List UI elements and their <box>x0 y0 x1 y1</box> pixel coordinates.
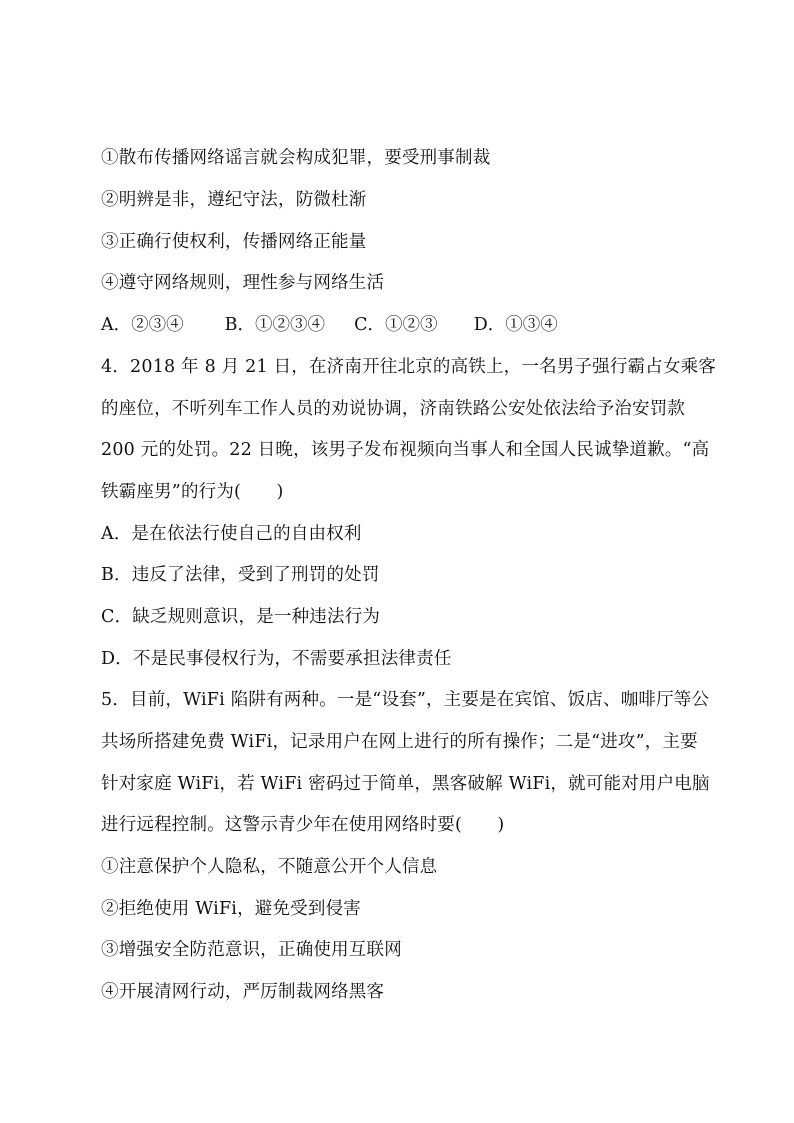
q5-choice-1: ①注意保护个人隐私，不随意公开个人信息 <box>101 857 438 877</box>
q4-stem-line-1: 4．2018 年 8 月 21 日，在济南开往北京的高铁上，一名男子强行霸占女乘客 <box>101 357 717 377</box>
q3-choice-2: ②明辨是非，遵纪守法，防微杜渐 <box>101 190 367 210</box>
q4-option-a: A．是在依法行使自己的自由权利 <box>101 524 362 544</box>
q3-choice-3: ③正确行使权利，传播网络正能量 <box>101 232 367 252</box>
q5-choice-4: ④开展清网行动，严厉制裁网络黑客 <box>101 982 385 1002</box>
q5-stem-line-1: 5．目前，WiFi 陷阱有两种。一是“设套”，主要是在宾馆、饭店、咖啡厅等公 <box>101 690 710 710</box>
q5-stem-line-4: 进行远程控制。这警示青少年在使用网络时要( ) <box>101 815 505 835</box>
q3-option-c: C．①②③ <box>354 315 438 335</box>
q4-option-d: D．不是民事侵权行为，不需要承担法律责任 <box>101 649 452 669</box>
q3-option-b: B．①②③④ <box>224 315 325 335</box>
q4-stem-line-3: 200 元的处罚。22 日晚，该男子发布视频向当事人和全国人民诚挚道歉。“高 <box>101 440 710 460</box>
q3-choice-4: ④遵守网络规则，理性参与网络生活 <box>101 273 385 293</box>
q5-choice-2: ②拒绝使用 WiFi，避免受到侵害 <box>101 899 361 919</box>
q3-options <box>101 313 731 337</box>
q4-option-b: B．违反了法律，受到了刑罚的处罚 <box>101 565 380 585</box>
q3-option-a: A．②③④ <box>101 315 184 335</box>
q5-stem-line-2: 共场所搭建免费 WiFi，记录用户在网上进行的所有操作；二是“进攻”，主要 <box>101 732 698 752</box>
q4-stem-line-4: 铁霸座男”的行为( ) <box>101 482 284 502</box>
q3-option-d: D．①③④ <box>473 315 558 335</box>
q4-option-c: C．缺乏规则意识，是一种违法行为 <box>101 607 381 627</box>
q3-choice-1: ①散布传播网络谣言就会构成犯罪，要受刑事制裁 <box>101 148 491 168</box>
q4-stem-line-2: 的座位，不听列车工作人员的劝说协调，济南铁路公安处依法给予治安罚款 <box>101 399 686 419</box>
q5-stem-line-3: 针对家庭 WiFi，若 WiFi 密码过于简单，黑客破解 WiFi，就可能对用户电脑 <box>101 774 710 794</box>
q5-choice-3: ③增强安全防范意识，正确使用互联网 <box>101 940 402 960</box>
